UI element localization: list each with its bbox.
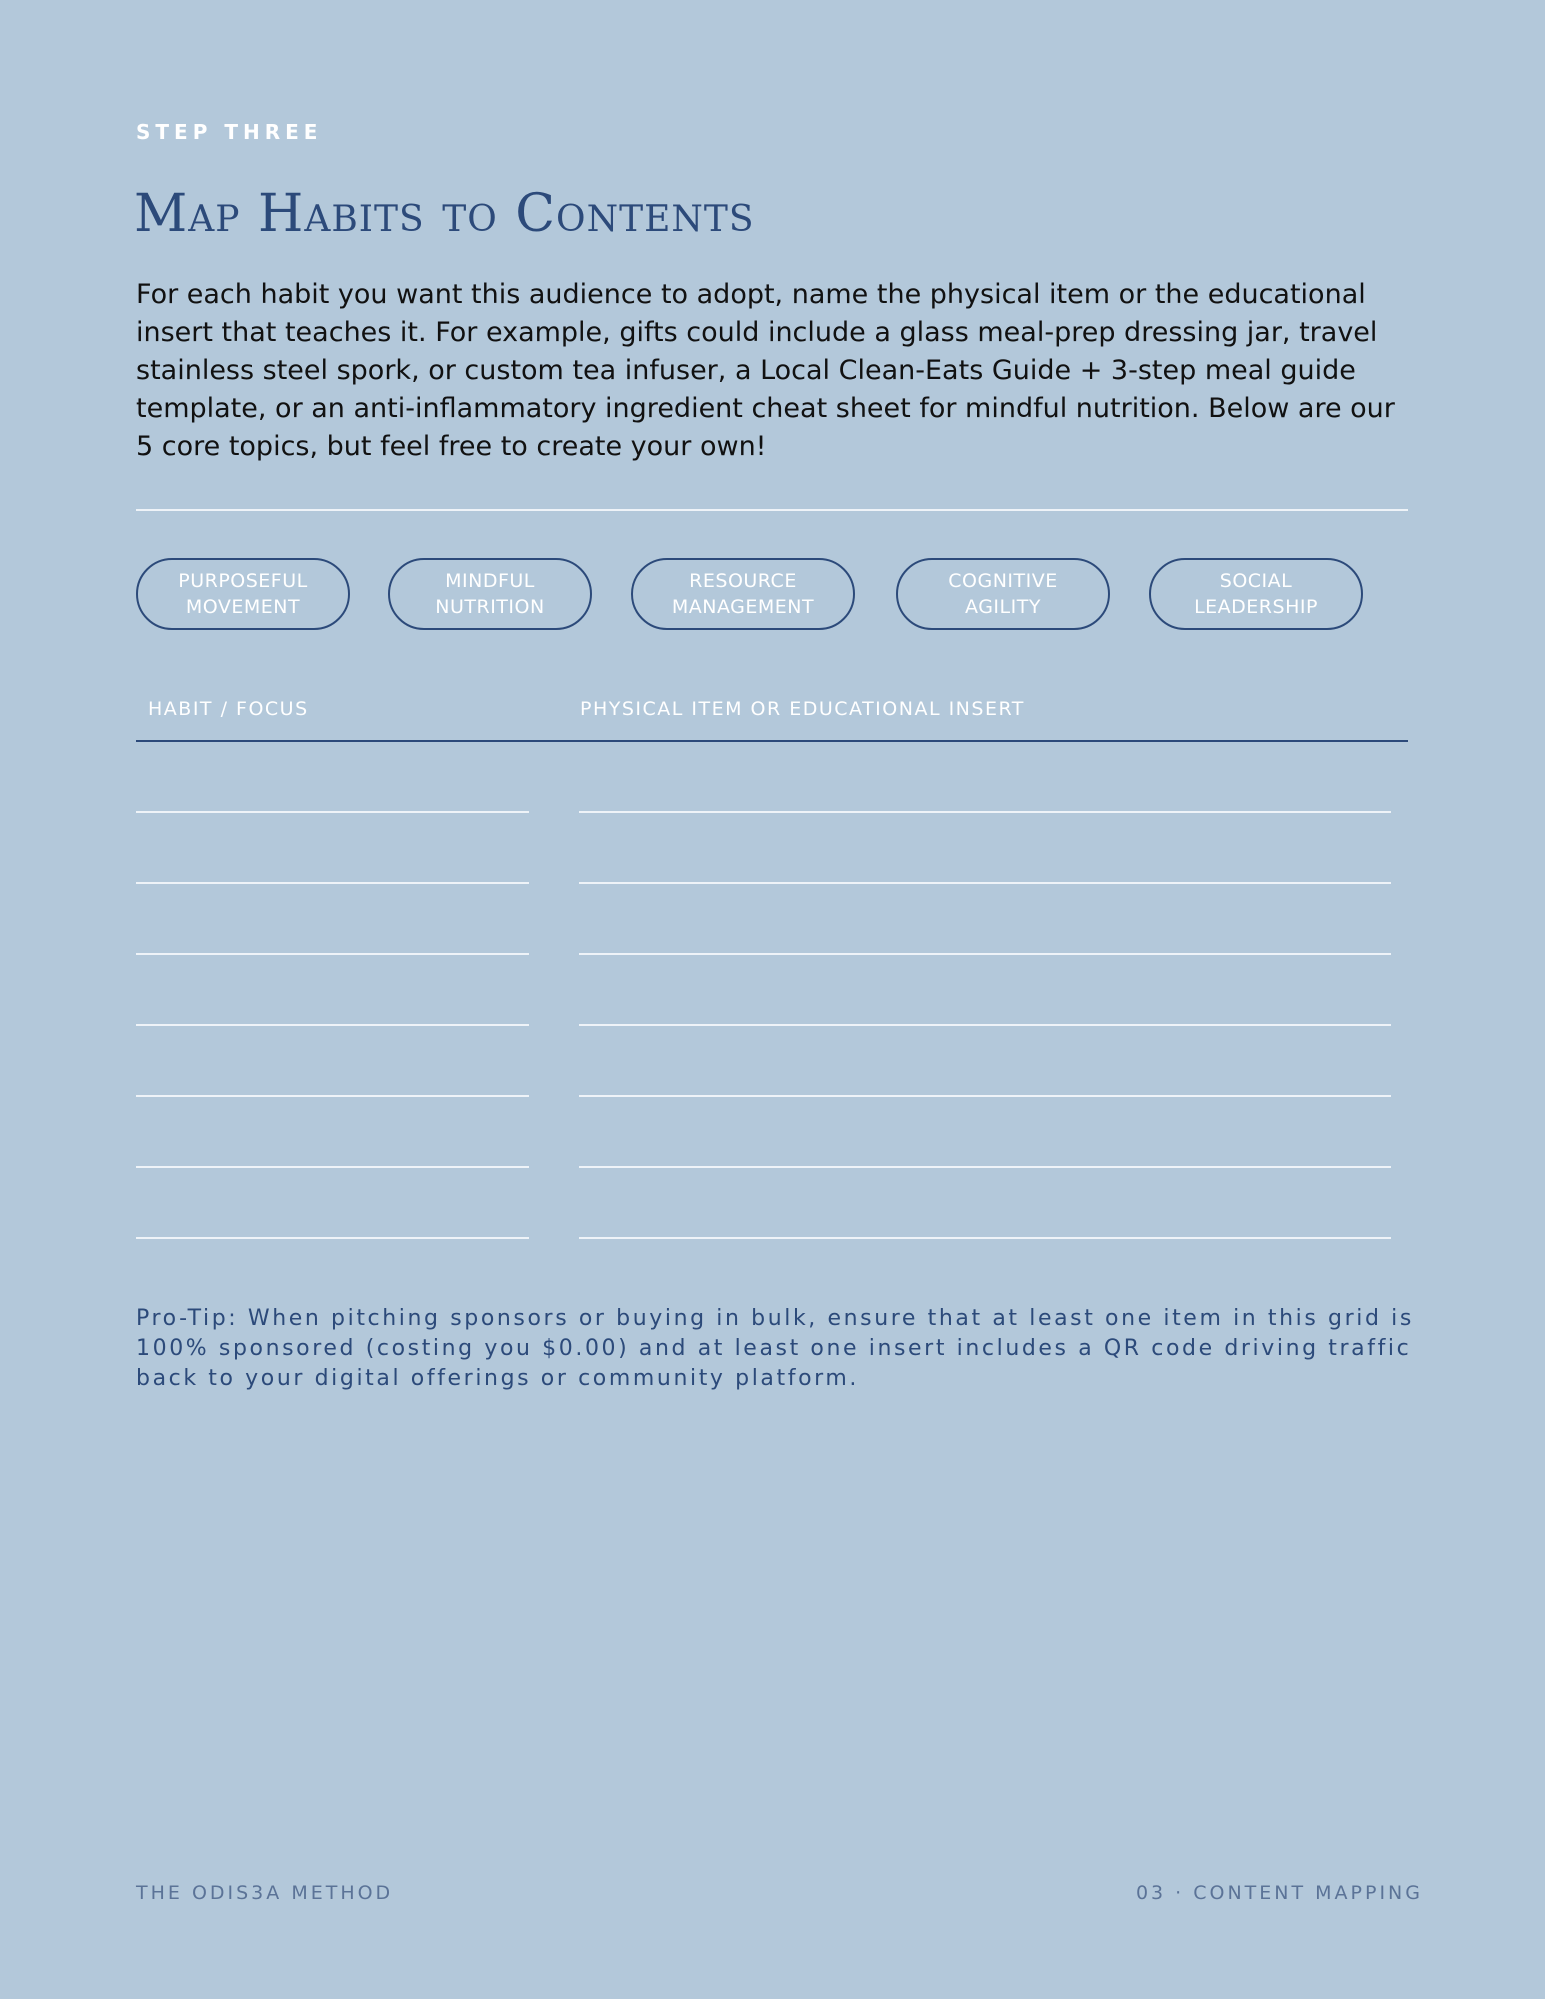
footer-section: 03 · CONTENT MAPPING	[1135, 1882, 1423, 1904]
topic-pill-social-leadership	[1149, 558, 1363, 630]
page-title: Map Habits to Contents	[134, 184, 755, 244]
topic-pill-line: SOCIAL	[1219, 570, 1293, 592]
habit-entry-line[interactable]	[136, 1237, 529, 1239]
item-entry-line[interactable]	[579, 1166, 1391, 1168]
section-divider	[136, 509, 1408, 511]
habit-entry-line[interactable]	[136, 1166, 529, 1168]
topic-pill-resource-management	[631, 558, 855, 630]
habit-entry-line[interactable]	[136, 1024, 529, 1026]
item-column-header: PHYSICAL ITEM OR EDUCATIONAL INSERT	[580, 698, 1025, 720]
step-label: STEP THREE	[136, 120, 323, 144]
habit-entry-line[interactable]	[136, 1095, 529, 1097]
habit-column-header: HABIT / FOCUS	[148, 698, 309, 720]
item-entry-line[interactable]	[579, 882, 1391, 884]
pro-tip: Pro-Tip: When pitching sponsors or buying in bulk, ensure that at least one item in this grid is 100% sponsored (costing you $0.00) and at least one insert includes a QR code driving traffic back to your digital offerings or community platform.	[136, 1306, 1414, 1391]
topic-pill-mindful-nutrition	[388, 558, 592, 630]
habit-entry-line[interactable]	[136, 811, 529, 813]
topic-pill-line: PURPOSEFUL	[178, 570, 308, 592]
topic-pill-line: NUTRITION	[435, 596, 545, 618]
topic-pill-line: AGILITY	[965, 596, 1041, 618]
topic-pill-line: MANAGEMENT	[671, 596, 815, 618]
topic-pill-line: MOVEMENT	[185, 596, 301, 618]
item-entry-line[interactable]	[579, 953, 1391, 955]
topic-pill-cognitive-agility	[896, 558, 1110, 630]
item-entry-line[interactable]	[579, 1024, 1391, 1026]
topic-pill-line: RESOURCE	[689, 570, 797, 592]
topic-pill-line: LEADERSHIP	[1194, 596, 1318, 618]
intro-paragraph: For each habit you want this audience to adopt, name the physical item or the educational insert that teaches it. For example, gifts could include a glass meal-prep dressing jar, travel stainless steel spork, or custom tea infuser, a Local Clean-Eats Guide + 3-step meal guide template, or an anti-inflammatory ingredient cheat sheet for mindful nutrition. Below are our 5 core topics, but feel free to create your own!	[136, 279, 1395, 462]
topic-pill-line: COGNITIVE	[948, 570, 1058, 592]
topic-pill-line: MINDFUL	[445, 570, 535, 592]
topic-pill-purposeful-movement	[136, 558, 350, 630]
footer-brand: THE ODIS3A METHOD	[136, 1882, 394, 1904]
table-header-rule	[136, 740, 1408, 742]
item-entry-line[interactable]	[579, 811, 1391, 813]
item-entry-line[interactable]	[579, 1095, 1391, 1097]
habit-entry-line[interactable]	[136, 882, 529, 884]
item-entry-line[interactable]	[579, 1237, 1391, 1239]
habit-entry-line[interactable]	[136, 953, 529, 955]
